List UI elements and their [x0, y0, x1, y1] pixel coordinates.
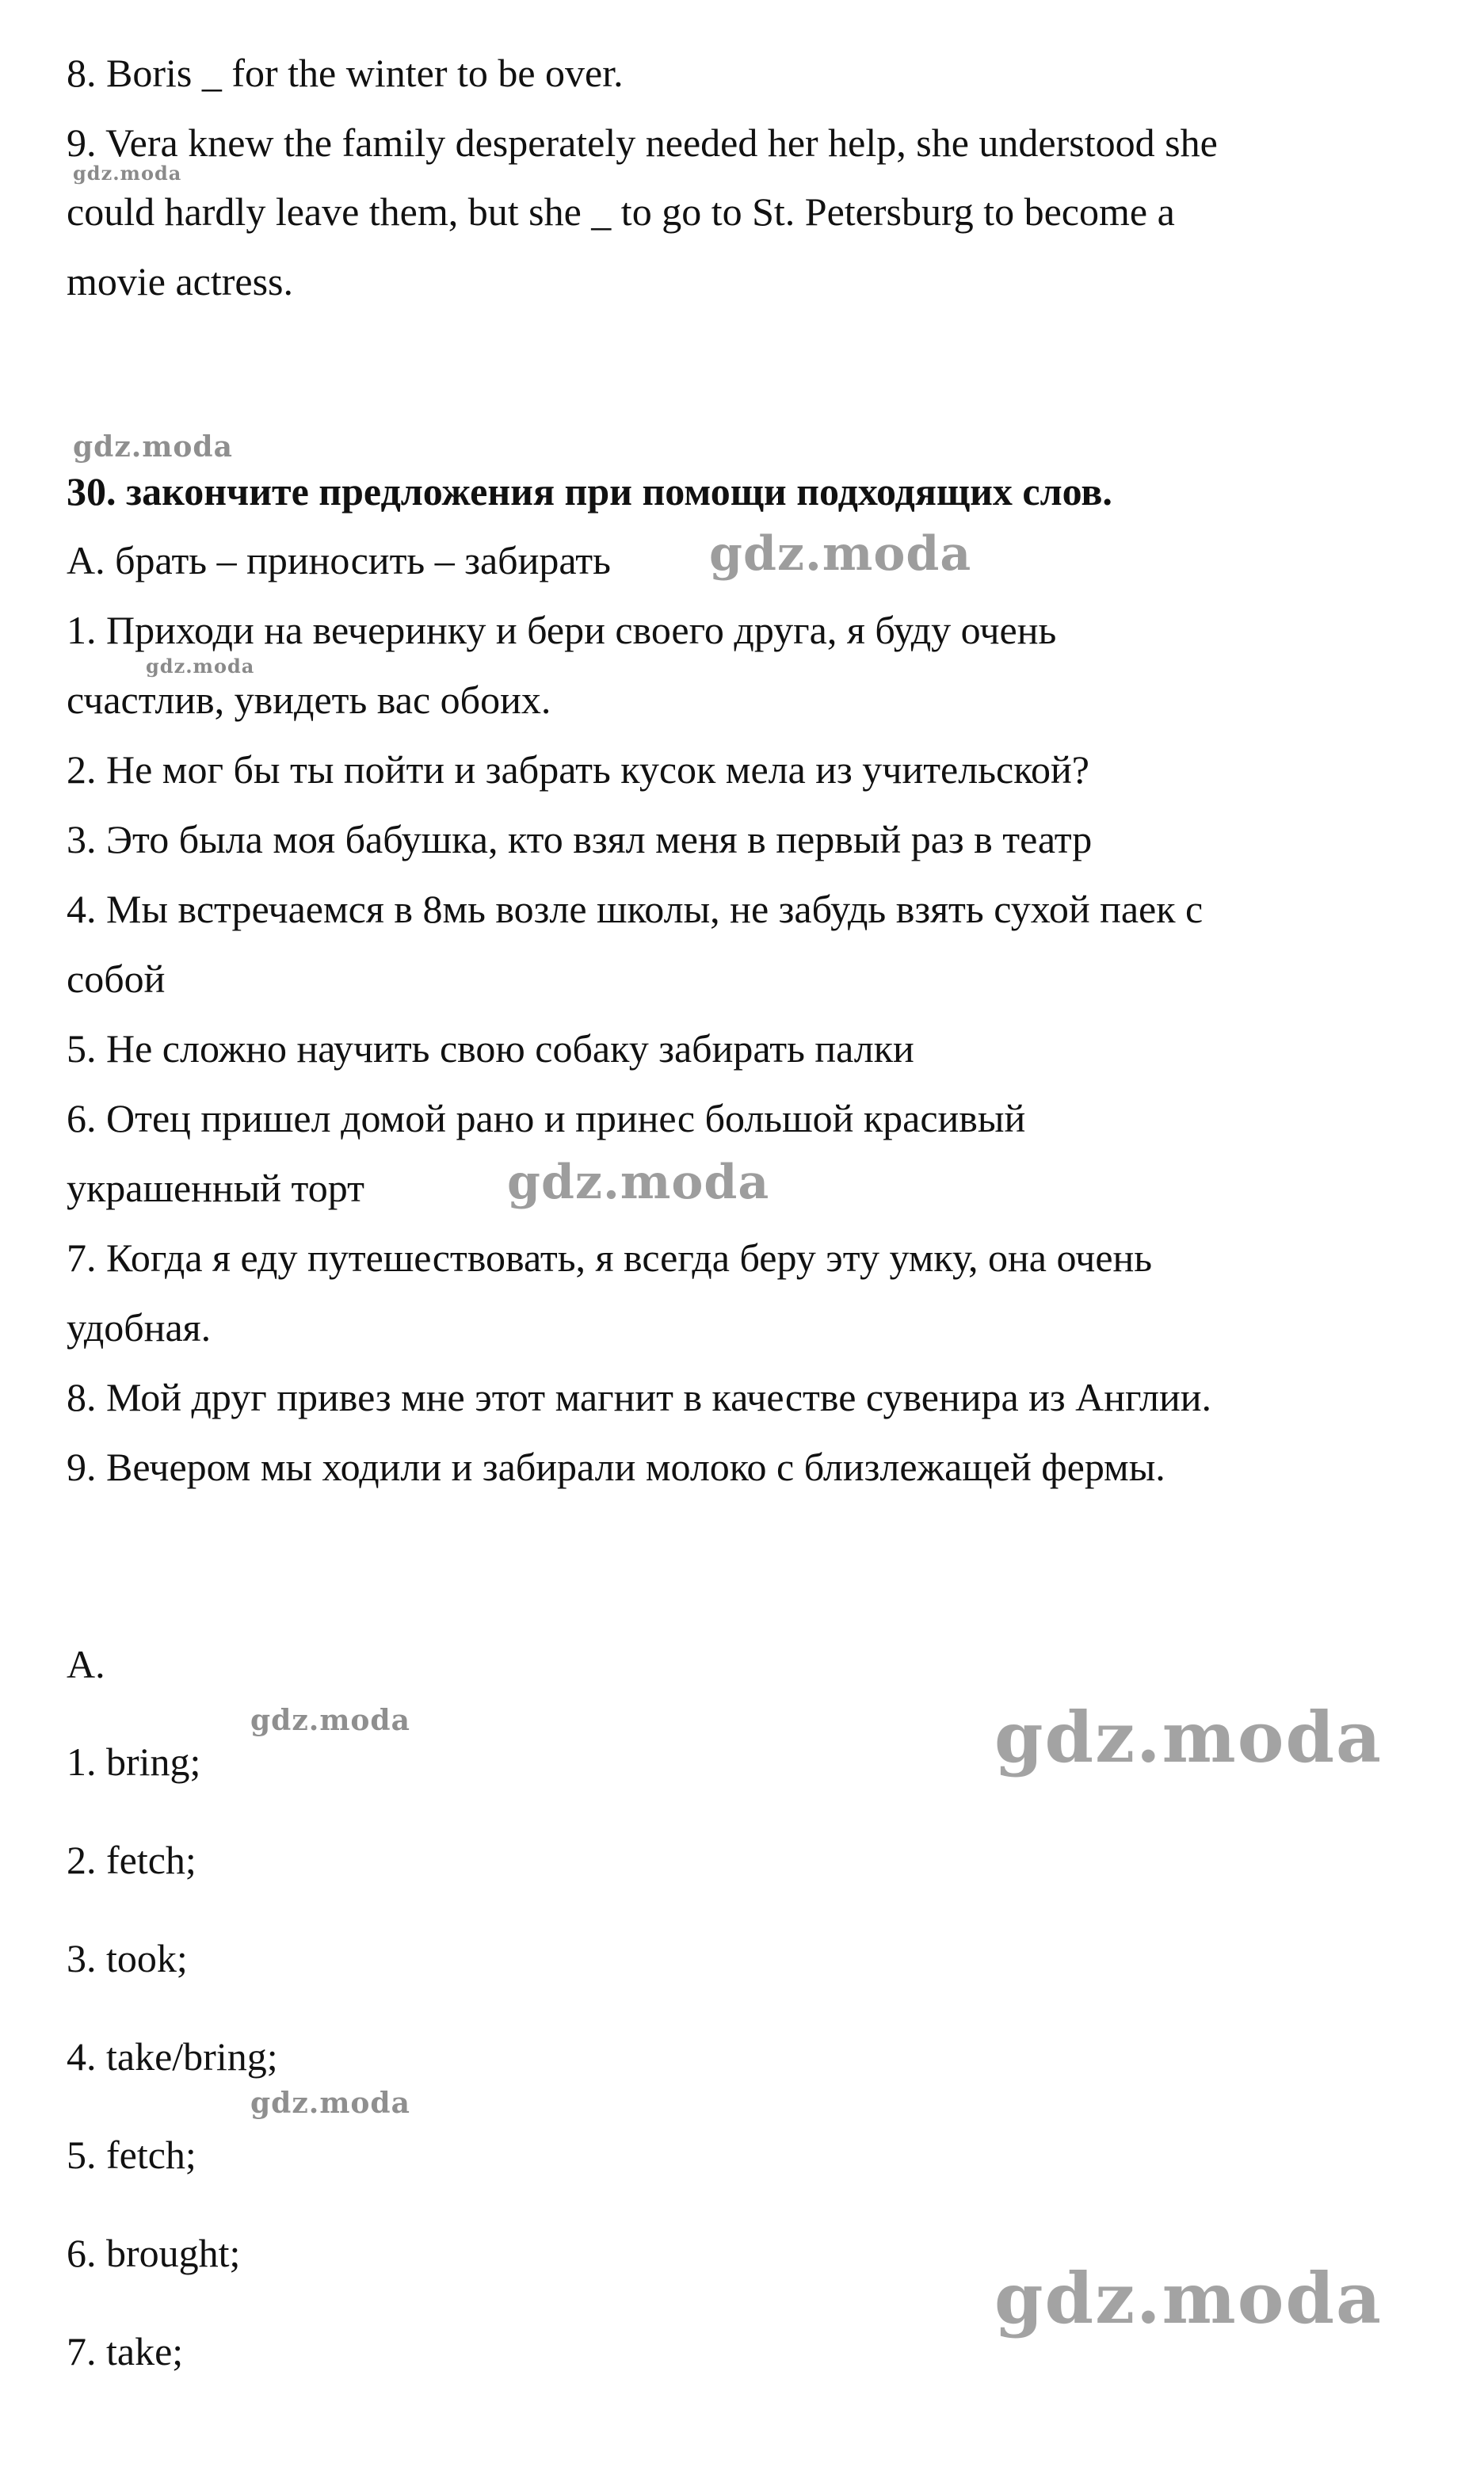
sentence-line: 1. Приходи на вечеринку и бери своего друга, я буду очень	[67, 608, 1057, 652]
word-set: A. брать – приносить – забирать	[67, 538, 611, 582]
exercise-title: 30. закончите предложения при помощи подходящих слов.	[67, 469, 1112, 514]
watermark-logo: gdz.moda	[73, 430, 233, 464]
text-line: 8. Boris _ for the winter to be over.	[67, 51, 624, 95]
sentence-line: 4. Мы встречаемся в 8мь возле школы, не забудь взять сухой паек с	[67, 887, 1204, 931]
watermark-logo: gdz.moda	[146, 655, 255, 678]
sentence-line: 9. Вечером мы ходили и забирали молоко с близлежащей фермы.	[67, 1445, 1165, 1489]
text-line: movie actress.	[67, 259, 294, 304]
answer-item: 2. fetch;	[67, 1838, 196, 1882]
sentence-line: 5. Не сложно научить свою собаку забирать палки	[67, 1026, 914, 1071]
watermark-logo: gdz.moda	[709, 526, 972, 582]
sentence-line: собой	[67, 957, 166, 1001]
answer-item: 1. bring;	[67, 1740, 201, 1784]
sentence-line: удобная.	[67, 1305, 212, 1350]
sentence-line: 7. Когда я еду путешествовать, я всегда беру эту умку, она очень	[67, 1235, 1153, 1280]
answer-item: 5. fetch;	[67, 2133, 196, 2177]
sentence-line: украшенный торт	[67, 1166, 364, 1210]
answer-item: 4. take/bring;	[67, 2034, 278, 2079]
watermark-logo: gdz.moda	[250, 2087, 410, 2120]
sentence-line: 6. Отец пришел домой рано и принес большой красивый	[67, 1096, 1026, 1140]
answers-label: A.	[67, 1642, 105, 1686]
sentence-line: 8. Мой друг привез мне этот магнит в качестве сувенира из Англии.	[67, 1375, 1211, 1419]
watermark-logo: gdz.moda	[994, 1696, 1383, 1778]
sentence-line: 3. Это была моя бабушка, кто взял меня в первый раз в театр	[67, 817, 1093, 861]
sentence-line: 2. Не мог бы ты пойти и забрать кусок мела из учительской?	[67, 747, 1089, 792]
watermark-logo: gdz.moda	[507, 1155, 770, 1210]
watermark-logo: gdz.moda	[73, 162, 182, 185]
text-line: could hardly leave them, but she _ to go to St. Petersburg to become a	[67, 189, 1175, 234]
watermark-logo: gdz.moda	[994, 2257, 1383, 2339]
answer-item: 7. take;	[67, 2329, 184, 2373]
text-line: 9. Vera knew the family desperately needed her help, she understood she	[67, 120, 1218, 165]
answer-item: 6. brought;	[67, 2231, 241, 2275]
watermark-logo: gdz.moda	[250, 1704, 410, 1737]
answer-item: 3. took;	[67, 1936, 188, 1980]
sentence-line: счастлив, увидеть вас обоих.	[67, 678, 551, 722]
